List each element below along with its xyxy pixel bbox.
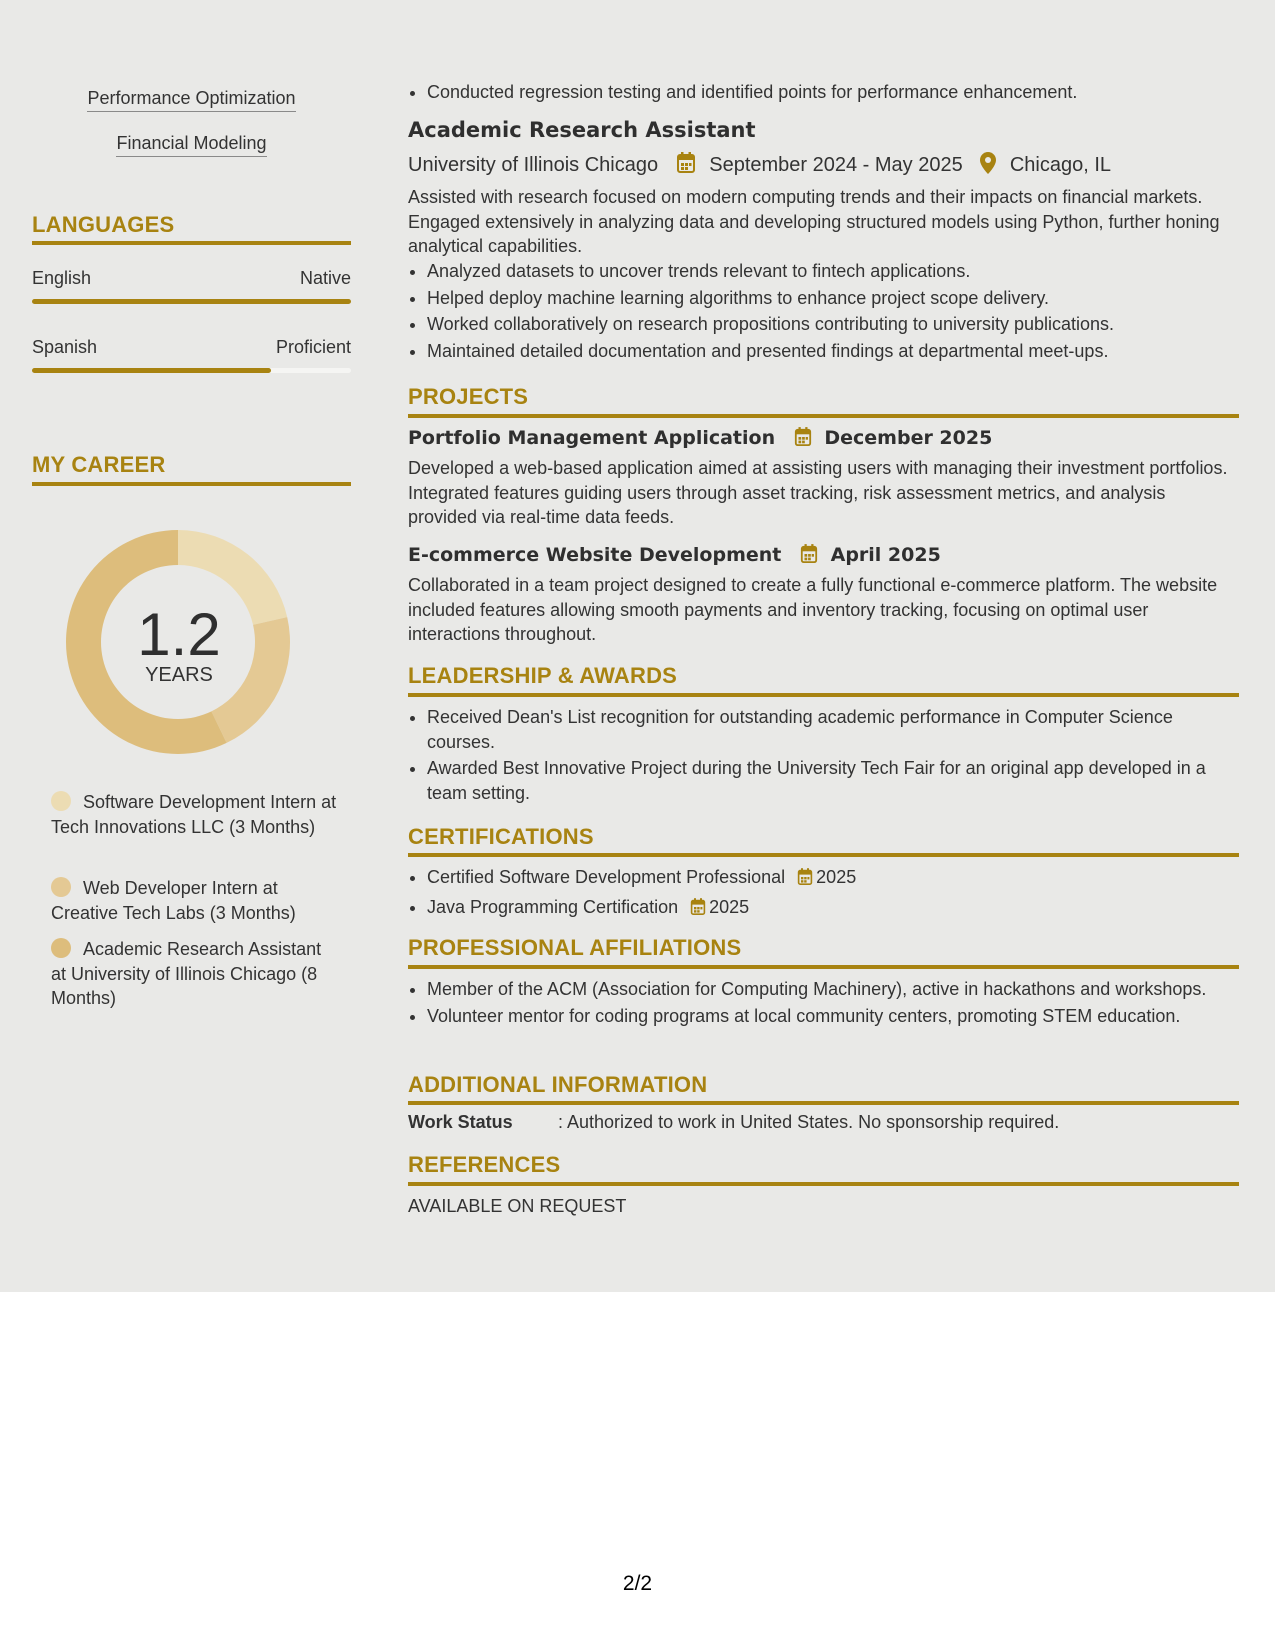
work-status-label: Work Status [408,1112,513,1132]
job-meta [408,152,1111,180]
job-dates: September 2024 - May 2025 [709,154,963,176]
career-total-unit: YEARS [145,664,213,686]
list-item: • Java Programming Certification 2025 [427,895,1239,923]
certifications-heading: CERTIFICATIONS [408,824,594,849]
list-item: • Member of the ACM (Association for Computing Machinery), active in hackathons and workshops. [427,977,1239,1002]
career-legend-item: Web Developer Intern at Creative Tech Labs (3 Months) [51,878,296,923]
leadership-heading: LEADERSHIP & AWARDS [408,663,678,688]
skill-item: Performance Optimization [32,88,351,112]
skill-item: Financial Modeling [32,133,351,157]
language-name: Spanish [32,337,98,357]
section-divider [408,1101,1239,1105]
career-total-years: 1.2 [137,601,221,668]
calendar-icon [690,898,706,923]
section-divider [408,693,1239,697]
language-proficiency-bar [32,368,351,373]
page-number: 2/2 [622,1572,653,1595]
list-item: • Received Dean's List recognition for outstanding academic performance in Computer Science courses. [427,705,1239,754]
affiliations-bullets [408,977,1239,1030]
career-legend-item: Software Development Intern at Tech Innovations LLC (3 Months) [51,792,337,837]
list-item: • Certified Software Development Professional 2025 [427,865,1239,893]
section-divider [408,1182,1239,1186]
job-location: Chicago, IL [1009,154,1112,176]
section-divider [32,241,351,245]
project-date: December 2025 [824,427,993,449]
project-date: April 2025 [830,544,941,566]
legend-dot-icon [51,791,71,811]
calendar-icon [800,544,818,569]
references-text: AVAILABLE ON REQUEST [408,1196,627,1216]
affiliations-heading: PROFESSIONAL AFFILIATIONS [408,935,742,960]
language-proficiency-fill [32,368,271,373]
employer-name: University of Illinois Chicago [408,154,659,176]
references-heading: REFERENCES [408,1152,561,1177]
list-item: • Helped deploy machine learning algorithms to enhance project scope delivery. [427,286,1239,311]
list-item: • Maintained detailed documentation and presented findings at departmental meet-ups. [427,339,1239,364]
legend-dot-icon [51,877,71,897]
job-summary: Assisted with research focused on modern computing trends and their impacts on financial markets. Engaged extensively in analyzing data and developing structured models using Python, further honing analytical capabilities. [408,187,1220,256]
additional-info-heading: ADDITIONAL INFORMATION [408,1072,708,1097]
language-proficiency-fill [32,299,351,304]
calendar-icon [676,152,696,180]
job-bullets [408,259,1239,365]
legend-dot-icon [51,938,71,958]
calendar-icon [797,868,813,893]
languages-heading: LANGUAGES [32,212,175,237]
list-item: • Volunteer mentor for coding programs at local community centers, promoting STEM education. [427,1004,1239,1029]
certifications-list [408,865,1239,924]
location-pin-icon [980,152,996,180]
project-title: Portfolio Management Application December 2025 [408,427,992,452]
language-proficiency-bar [32,299,351,304]
project-description: Collaborated in a team project designed to create a fully functional e-commerce platform. The website included features allowing smooth payments and inventory tracking, focusing on optimal user interactions throughout. [408,575,1218,644]
project-description: Developed a web-based application aimed at assisting users with managing their investment portfolios. Integrated features guiding users through asset tracking, risk assessment metrics, and analysis provided via real-time data feeds. [408,458,1228,527]
language-name: English [32,268,92,288]
career-heading: MY CAREER [32,452,166,477]
section-divider [408,414,1239,418]
work-status-value: : Authorized to work in United States. No sponsorship required. [558,1112,1060,1132]
section-divider [408,965,1239,969]
projects-heading: PROJECTS [408,384,529,409]
certification-year: 2025 [709,896,750,917]
career-legend-item: Academic Research Assistant at University of Illinois Chicago (8 Months) [51,939,322,1008]
list-item: • Analyzed datasets to uncover trends relevant to fintech applications. [427,259,1239,284]
certification-year: 2025 [816,867,857,887]
section-divider [32,482,351,486]
list-item: • Awarded Best Innovative Project during the University Tech Fair for an original app developed in a team setting. [427,756,1239,805]
list-item: • Conducted regression testing and identified points for performance enhancement. [427,80,1239,105]
leadership-bullets [408,705,1239,807]
language-level: Proficient [275,337,351,357]
project-title: E-commerce Website Development April 2025 [408,544,941,569]
work-status-row [408,1112,1059,1133]
calendar-icon [794,427,812,452]
experience-bullets [408,80,1239,107]
job-title: Academic Research Assistant [408,118,756,142]
list-item: • Worked collaboratively on research propositions contributing to university publications. [427,312,1239,337]
language-level: Native [299,268,351,288]
section-divider [408,853,1239,857]
